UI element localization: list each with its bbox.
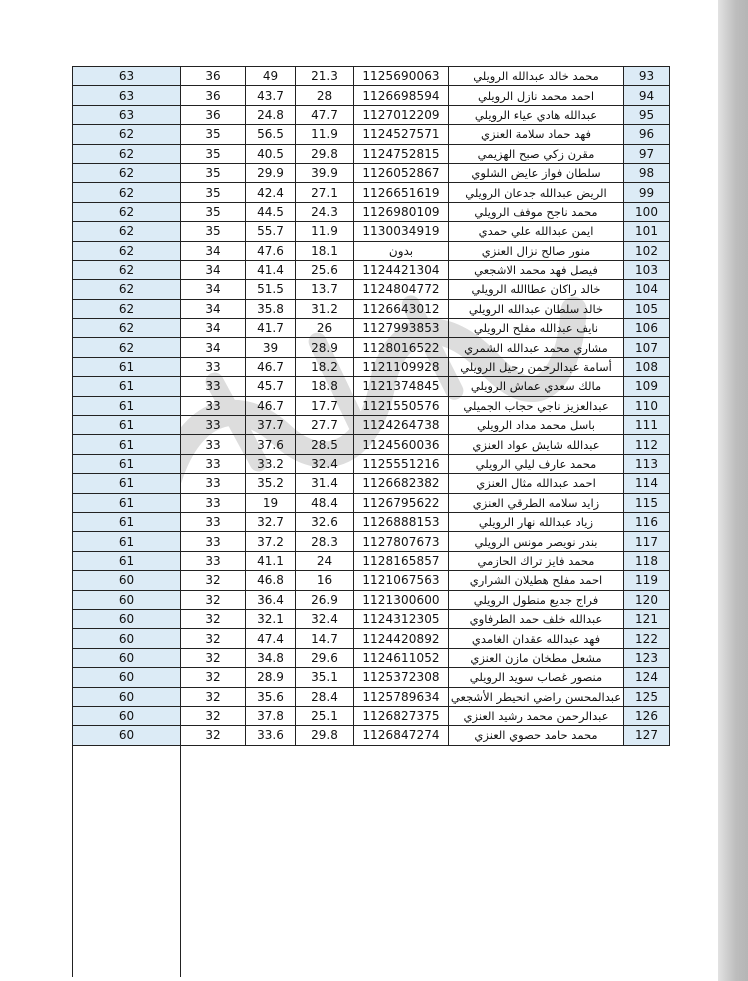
score-a-cell: 35.1 [296, 668, 354, 687]
score-b-cell: 47.4 [246, 629, 296, 648]
row-number-cell: 114 [624, 474, 670, 493]
table-row [73, 377, 670, 396]
table-row [73, 241, 670, 260]
score-a-cell: 28.9 [296, 338, 354, 357]
score-c-cell: 33 [181, 396, 246, 415]
score-a-cell: 32.6 [296, 512, 354, 531]
id-number-cell: 1124312305 [354, 609, 449, 628]
row-number-cell: 127 [624, 726, 670, 745]
total-cell: 61 [73, 357, 181, 376]
id-number-cell: 1126698594 [354, 86, 449, 105]
id-number-cell: 1126643012 [354, 299, 449, 318]
id-number-cell: 1124421304 [354, 260, 449, 279]
name-cell: محمد خالد عبدالله الرويلي [449, 67, 624, 86]
table-row [73, 260, 670, 279]
score-c-cell: 34 [181, 280, 246, 299]
score-a-cell: 24 [296, 551, 354, 570]
score-b-cell: 55.7 [246, 222, 296, 241]
score-a-cell: 47.7 [296, 105, 354, 124]
score-b-cell: 46.8 [246, 571, 296, 590]
table-row [73, 67, 670, 86]
total-cell: 61 [73, 532, 181, 551]
row-number-cell: 122 [624, 629, 670, 648]
total-cell: 62 [73, 260, 181, 279]
table-row [73, 512, 670, 531]
score-c-cell: 34 [181, 260, 246, 279]
score-a-cell: 28.5 [296, 435, 354, 454]
id-number-cell: 1127807673 [354, 532, 449, 551]
id-number-cell: 1128165857 [354, 551, 449, 570]
total-cell: 60 [73, 668, 181, 687]
score-c-cell: 32 [181, 609, 246, 628]
score-c-cell: 32 [181, 726, 246, 745]
table-row [73, 668, 670, 687]
id-number-cell: 1121300600 [354, 590, 449, 609]
score-c-cell: 36 [181, 86, 246, 105]
score-b-cell: 47.6 [246, 241, 296, 260]
total-cell: 62 [73, 338, 181, 357]
id-number-cell: 1126847274 [354, 726, 449, 745]
total-cell: 60 [73, 687, 181, 706]
id-number-cell: 1125690063 [354, 67, 449, 86]
total-cell: 61 [73, 474, 181, 493]
name-cell: عبدالعزيز ناجي حجاب الجميلي [449, 396, 624, 415]
id-number-cell: 1125372308 [354, 668, 449, 687]
score-c-cell: 32 [181, 687, 246, 706]
score-c-cell: 33 [181, 377, 246, 396]
score-a-cell: 29.8 [296, 726, 354, 745]
table-row [73, 493, 670, 512]
table-row [73, 163, 670, 182]
table-row [73, 338, 670, 357]
score-a-cell: 26.9 [296, 590, 354, 609]
id-number-cell: 1126651619 [354, 183, 449, 202]
name-cell: عبدالله هادي عياء الرويلي [449, 105, 624, 124]
total-cell: 60 [73, 726, 181, 745]
total-cell: 61 [73, 493, 181, 512]
table-row [73, 571, 670, 590]
score-c-cell: 32 [181, 629, 246, 648]
id-number-cell: 1124752815 [354, 144, 449, 163]
id-number-cell: 1124420892 [354, 629, 449, 648]
row-number-cell: 115 [624, 493, 670, 512]
score-c-cell: 33 [181, 435, 246, 454]
score-b-cell: 35.8 [246, 299, 296, 318]
score-b-cell: 35.6 [246, 687, 296, 706]
score-a-cell: 31.4 [296, 474, 354, 493]
row-number-cell: 106 [624, 319, 670, 338]
table-row [73, 726, 670, 745]
table-row [73, 396, 670, 415]
table-row [73, 86, 670, 105]
score-b-cell: 45.7 [246, 377, 296, 396]
table-row [73, 706, 670, 725]
row-number-cell: 110 [624, 396, 670, 415]
name-cell: مقرن زكي صبح الهزيمي [449, 144, 624, 163]
total-cell: 60 [73, 648, 181, 667]
score-a-cell: 18.8 [296, 377, 354, 396]
total-cell: 61 [73, 454, 181, 473]
score-b-cell: 32.7 [246, 512, 296, 531]
score-b-cell: 36.4 [246, 590, 296, 609]
name-cell: مشاري محمد عبدالله الشمري [449, 338, 624, 357]
table-row [73, 532, 670, 551]
score-c-cell: 33 [181, 532, 246, 551]
score-b-cell: 33.2 [246, 454, 296, 473]
total-cell: 61 [73, 416, 181, 435]
name-cell: محمد فايز تراك الحازمي [449, 551, 624, 570]
score-b-cell: 24.8 [246, 105, 296, 124]
score-a-cell: 28.4 [296, 687, 354, 706]
total-cell: 61 [73, 377, 181, 396]
score-a-cell: 29.6 [296, 648, 354, 667]
row-number-cell: 96 [624, 125, 670, 144]
score-a-cell: 11.9 [296, 125, 354, 144]
id-number-cell: 1126827375 [354, 706, 449, 725]
score-b-cell: 51.5 [246, 280, 296, 299]
score-a-cell: 17.7 [296, 396, 354, 415]
score-c-cell: 33 [181, 493, 246, 512]
score-a-cell: 16 [296, 571, 354, 590]
total-cell: 60 [73, 706, 181, 725]
score-c-cell: 35 [181, 202, 246, 221]
total-cell: 61 [73, 512, 181, 531]
row-number-cell: 100 [624, 202, 670, 221]
score-a-cell: 11.9 [296, 222, 354, 241]
score-c-cell: 32 [181, 571, 246, 590]
score-a-cell: 28 [296, 86, 354, 105]
score-c-cell: 33 [181, 551, 246, 570]
row-number-cell: 123 [624, 648, 670, 667]
name-cell: محمد ناجح موفف الرويلي [449, 202, 624, 221]
row-number-cell: 101 [624, 222, 670, 241]
table-row [73, 319, 670, 338]
id-number-cell: 1121550576 [354, 396, 449, 415]
id-number-cell: 1125551216 [354, 454, 449, 473]
row-number-cell: 94 [624, 86, 670, 105]
total-cell: 62 [73, 125, 181, 144]
name-cell: عبدالله شايش عواد العنزي [449, 435, 624, 454]
row-number-cell: 103 [624, 260, 670, 279]
score-b-cell: 37.2 [246, 532, 296, 551]
total-cell: 62 [73, 202, 181, 221]
id-number-cell: 1126795622 [354, 493, 449, 512]
score-c-cell: 35 [181, 163, 246, 182]
row-number-cell: 120 [624, 590, 670, 609]
score-c-cell: 36 [181, 105, 246, 124]
score-a-cell: 27.1 [296, 183, 354, 202]
total-cell: 60 [73, 590, 181, 609]
total-cell: 62 [73, 163, 181, 182]
name-cell: فيصل فهد محمد الاشجعي [449, 260, 624, 279]
id-number-cell: 1126682382 [354, 474, 449, 493]
row-number-cell: 98 [624, 163, 670, 182]
id-number-cell: 1128016522 [354, 338, 449, 357]
score-c-cell: 33 [181, 416, 246, 435]
score-c-cell: 35 [181, 222, 246, 241]
score-b-cell: 37.7 [246, 416, 296, 435]
score-b-cell: 41.4 [246, 260, 296, 279]
id-number-cell: 1126052867 [354, 163, 449, 182]
id-number-cell: 1130034919 [354, 222, 449, 241]
total-cell: 62 [73, 299, 181, 318]
score-c-cell: 32 [181, 706, 246, 725]
table-row [73, 202, 670, 221]
name-cell: مالك سعدي عماش الرويلي [449, 377, 624, 396]
name-cell: باسل محمد مداد الرويلي [449, 416, 624, 435]
row-number-cell: 111 [624, 416, 670, 435]
score-b-cell: 34.8 [246, 648, 296, 667]
id-number-cell: بدون [354, 241, 449, 260]
name-cell: سلطان فواز عايض الشلوي [449, 163, 624, 182]
name-cell: فراج جديع منطول الرويلي [449, 590, 624, 609]
name-cell: احمد عبدالله مثال العنزي [449, 474, 624, 493]
score-b-cell: 37.8 [246, 706, 296, 725]
score-b-cell: 37.6 [246, 435, 296, 454]
name-cell: محمد حامد حصوي العنزي [449, 726, 624, 745]
name-cell: ايمن عبدالله علي حمدي [449, 222, 624, 241]
table-row [73, 648, 670, 667]
score-c-cell: 36 [181, 67, 246, 86]
name-cell: خالد سلطان عبدالله الرويلي [449, 299, 624, 318]
score-b-cell: 49 [246, 67, 296, 86]
row-number-cell: 105 [624, 299, 670, 318]
score-a-cell: 18.1 [296, 241, 354, 260]
table-row [73, 222, 670, 241]
score-a-cell: 32.4 [296, 454, 354, 473]
score-a-cell: 39.9 [296, 163, 354, 182]
table-row [73, 280, 670, 299]
score-a-cell: 14.7 [296, 629, 354, 648]
table-row [73, 687, 670, 706]
score-b-cell: 44.5 [246, 202, 296, 221]
total-cell: 63 [73, 67, 181, 86]
id-number-cell: 1125789634 [354, 687, 449, 706]
row-number-cell: 107 [624, 338, 670, 357]
total-cell: 60 [73, 629, 181, 648]
table-row [73, 474, 670, 493]
total-cell: 63 [73, 105, 181, 124]
score-b-cell: 39 [246, 338, 296, 357]
row-number-cell: 109 [624, 377, 670, 396]
score-c-cell: 32 [181, 668, 246, 687]
name-cell: زياد عبدالله نهار الرويلي [449, 512, 624, 531]
results-table-body [73, 67, 670, 746]
score-a-cell: 26 [296, 319, 354, 338]
total-cell: 62 [73, 222, 181, 241]
score-a-cell: 25.6 [296, 260, 354, 279]
score-c-cell: 33 [181, 474, 246, 493]
id-number-cell: 1126980109 [354, 202, 449, 221]
id-number-cell: 1127012209 [354, 105, 449, 124]
id-number-cell: 1126888153 [354, 512, 449, 531]
score-b-cell: 46.7 [246, 396, 296, 415]
score-c-cell: 35 [181, 144, 246, 163]
row-number-cell: 117 [624, 532, 670, 551]
name-cell: نايف عبدالله مفلح الرويلي [449, 319, 624, 338]
score-a-cell: 29.8 [296, 144, 354, 163]
row-number-cell: 124 [624, 668, 670, 687]
total-cell: 61 [73, 396, 181, 415]
row-number-cell: 95 [624, 105, 670, 124]
name-cell: مشعل مطخان مازن العنزي [449, 648, 624, 667]
total-cell: 62 [73, 144, 181, 163]
total-cell: 61 [73, 551, 181, 570]
row-number-cell: 119 [624, 571, 670, 590]
score-c-cell: 33 [181, 357, 246, 376]
score-b-cell: 43.7 [246, 86, 296, 105]
page-edge-shadow [718, 0, 748, 981]
id-number-cell: 1124560036 [354, 435, 449, 454]
row-number-cell: 102 [624, 241, 670, 260]
id-number-cell: 1121109928 [354, 357, 449, 376]
name-cell: منور صالح نزال العنزي [449, 241, 624, 260]
table-row [73, 551, 670, 570]
score-b-cell: 41.7 [246, 319, 296, 338]
table-row [73, 435, 670, 454]
name-cell: بندر نويصر مونس الرويلي [449, 532, 624, 551]
score-a-cell: 25.1 [296, 706, 354, 725]
results-table [72, 66, 670, 746]
name-cell: زايد سلامه الطرقي العنزي [449, 493, 624, 512]
score-b-cell: 32.1 [246, 609, 296, 628]
score-c-cell: 33 [181, 512, 246, 531]
name-cell: احمد محمد نازل الرويلي [449, 86, 624, 105]
row-number-cell: 99 [624, 183, 670, 202]
name-cell: فهد عبدالله عقدان الغامدي [449, 629, 624, 648]
score-c-cell: 35 [181, 125, 246, 144]
total-cell: 61 [73, 435, 181, 454]
row-number-cell: 121 [624, 609, 670, 628]
id-number-cell: 1121374845 [354, 377, 449, 396]
table-row [73, 183, 670, 202]
total-cell: 62 [73, 183, 181, 202]
score-a-cell: 24.3 [296, 202, 354, 221]
table-row [73, 590, 670, 609]
left-border-line [72, 744, 73, 977]
id-number-cell: 1124611052 [354, 648, 449, 667]
id-number-cell: 1124264738 [354, 416, 449, 435]
inner-border-line [180, 744, 181, 977]
score-b-cell: 40.5 [246, 144, 296, 163]
score-a-cell: 28.3 [296, 532, 354, 551]
score-b-cell: 33.6 [246, 726, 296, 745]
name-cell: عبدالله خلف حمد الطرفاوي [449, 609, 624, 628]
table-row [73, 125, 670, 144]
name-cell: فهد حماد سلامة العنزي [449, 125, 624, 144]
score-a-cell: 18.2 [296, 357, 354, 376]
row-number-cell: 104 [624, 280, 670, 299]
name-cell: محمد عارف ليلي الرويلي [449, 454, 624, 473]
row-number-cell: 126 [624, 706, 670, 725]
score-c-cell: 34 [181, 319, 246, 338]
score-b-cell: 28.9 [246, 668, 296, 687]
row-number-cell: 108 [624, 357, 670, 376]
name-cell: احمد مفلح هطيلان الشراري [449, 571, 624, 590]
score-a-cell: 21.3 [296, 67, 354, 86]
score-c-cell: 33 [181, 454, 246, 473]
score-c-cell: 32 [181, 590, 246, 609]
score-b-cell: 46.7 [246, 357, 296, 376]
row-number-cell: 93 [624, 67, 670, 86]
row-number-cell: 112 [624, 435, 670, 454]
table-row [73, 609, 670, 628]
score-c-cell: 34 [181, 241, 246, 260]
row-number-cell: 116 [624, 512, 670, 531]
table-row [73, 357, 670, 376]
total-cell: 62 [73, 319, 181, 338]
id-number-cell: 1124804772 [354, 280, 449, 299]
score-b-cell: 56.5 [246, 125, 296, 144]
total-cell: 63 [73, 86, 181, 105]
score-c-cell: 34 [181, 299, 246, 318]
table-row [73, 299, 670, 318]
name-cell: الريض عبدالله جدعان الرويلي [449, 183, 624, 202]
table-row [73, 629, 670, 648]
score-b-cell: 35.2 [246, 474, 296, 493]
score-c-cell: 34 [181, 338, 246, 357]
name-cell: عبدالمحسن راضي انحيطر الأشجعي [449, 687, 624, 706]
score-c-cell: 35 [181, 183, 246, 202]
name-cell: أسامة عبدالرحمن رحيل الرويلي [449, 357, 624, 376]
score-a-cell: 13.7 [296, 280, 354, 299]
score-b-cell: 19 [246, 493, 296, 512]
row-number-cell: 125 [624, 687, 670, 706]
id-number-cell: 1127993853 [354, 319, 449, 338]
score-a-cell: 48.4 [296, 493, 354, 512]
score-c-cell: 32 [181, 648, 246, 667]
name-cell: منصور غصاب سويد الرويلي [449, 668, 624, 687]
name-cell: عبدالرحمن محمد رشيد العنزي [449, 706, 624, 725]
table-row [73, 105, 670, 124]
table-row [73, 144, 670, 163]
score-b-cell: 41.1 [246, 551, 296, 570]
name-cell: خالد راكان عطاالله الرويلي [449, 280, 624, 299]
score-b-cell: 42.4 [246, 183, 296, 202]
row-number-cell: 118 [624, 551, 670, 570]
row-number-cell: 113 [624, 454, 670, 473]
total-cell: 62 [73, 280, 181, 299]
total-cell: 60 [73, 571, 181, 590]
total-cell: 62 [73, 241, 181, 260]
id-number-cell: 1124527571 [354, 125, 449, 144]
table-row [73, 454, 670, 473]
total-cell: 60 [73, 609, 181, 628]
score-b-cell: 29.9 [246, 163, 296, 182]
score-a-cell: 27.7 [296, 416, 354, 435]
id-number-cell: 1121067563 [354, 571, 449, 590]
score-a-cell: 32.4 [296, 609, 354, 628]
row-number-cell: 97 [624, 144, 670, 163]
table-row [73, 416, 670, 435]
score-a-cell: 31.2 [296, 299, 354, 318]
